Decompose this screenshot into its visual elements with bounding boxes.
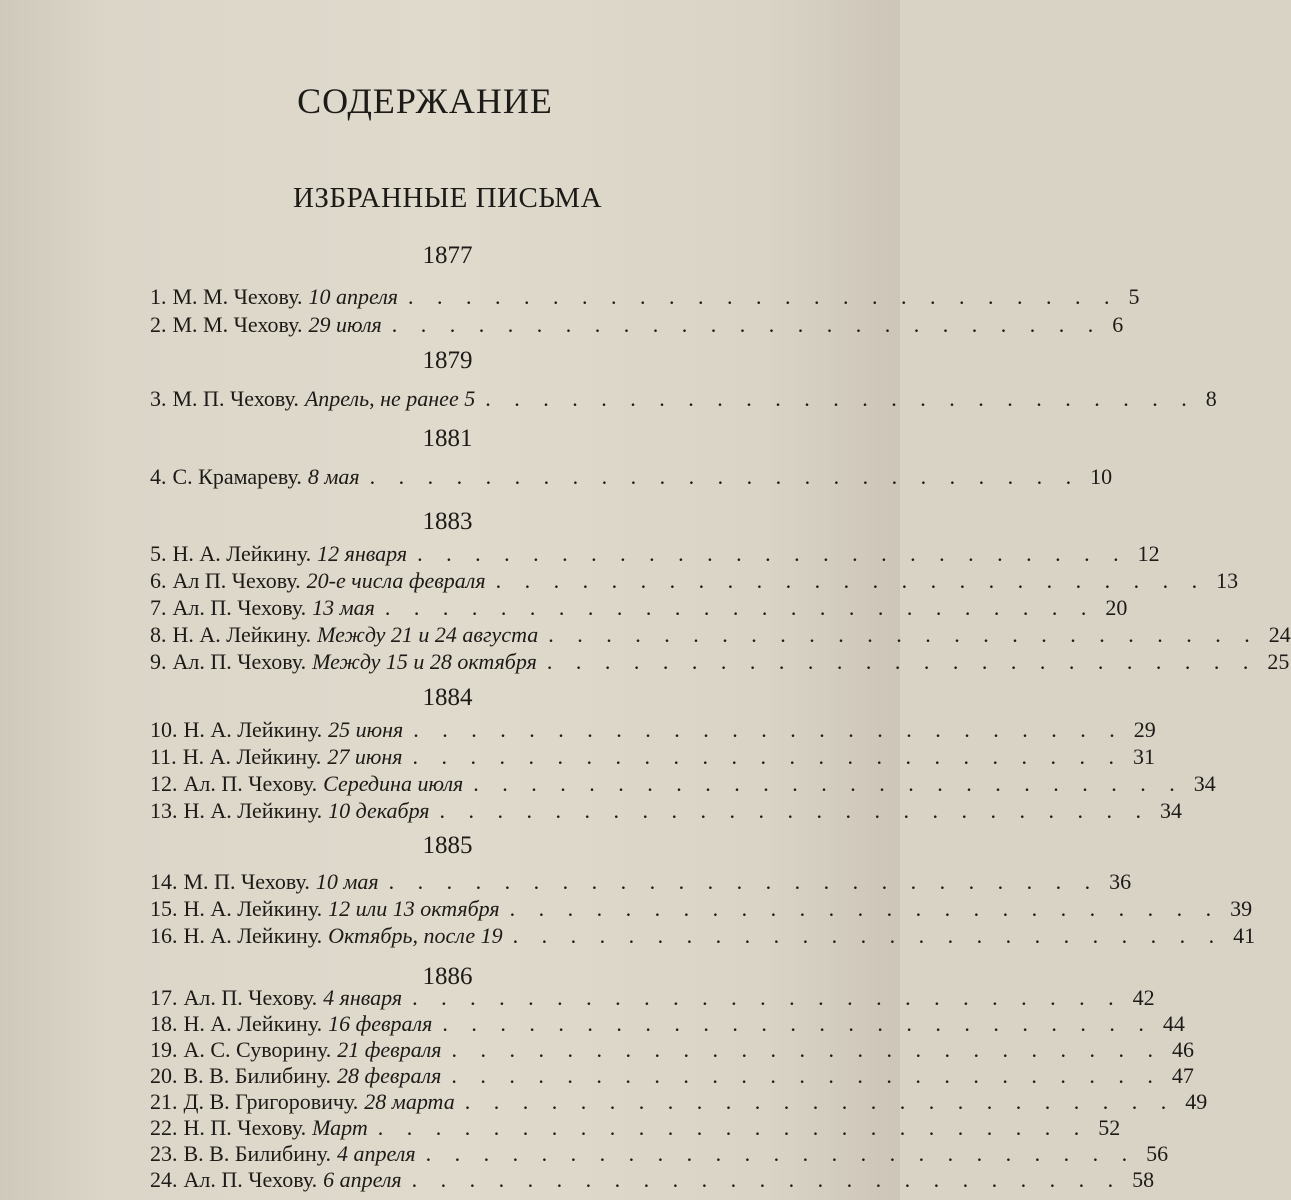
entry-addressee: А. С. Суворину.	[183, 1037, 332, 1062]
toc-entry	[150, 985, 1155, 1013]
entry-addressee: Н. А. Лейкину.	[183, 717, 323, 742]
toc-entry	[150, 622, 1291, 650]
entry-page-number: 20	[1105, 595, 1128, 620]
entry-date: 28 февраля	[337, 1063, 442, 1088]
entry-addressee: Ал. П. Чехову.	[172, 649, 307, 674]
leader-dots: . . . . . . . . . . . . . . . . . . . . . . . . .	[413, 717, 1124, 742]
entry-date: 20-е числа февраля	[306, 568, 486, 593]
entry-addressee: М. П. Чехову.	[183, 869, 310, 894]
entry-addressee: Д. В. Григоровичу.	[183, 1089, 359, 1114]
entry-date: 13 мая	[312, 595, 375, 620]
leader-dots: . . . . . . . . . . . . . . . . . . . . . . . . .	[369, 464, 1081, 489]
entry-page-number: 52	[1098, 1115, 1121, 1140]
year-heading: 1879	[422, 347, 473, 374]
entry-number: 4.	[150, 464, 167, 489]
entry-page-number: 49	[1185, 1089, 1208, 1114]
entry-date: Октябрь, после 19	[328, 923, 503, 948]
leader-dots: . . . . . . . . . . . . . . . . . . . . . . . . .	[411, 1167, 1123, 1192]
entry-addressee: М. М. Чехову.	[172, 284, 303, 309]
entry-addressee: Ал П. Чехову.	[172, 568, 301, 593]
entry-page-number: 25	[1267, 649, 1290, 674]
leader-dots: . . . . . . . . . . . . . . . . . . . . . . . . .	[391, 312, 1103, 337]
toc-entry	[150, 923, 1256, 951]
year-heading: 1877	[422, 242, 473, 269]
entry-addressee: М. П. Чехову.	[172, 386, 299, 411]
toc-entry	[150, 284, 1140, 312]
entry-number: 23.	[150, 1141, 178, 1166]
entry-number: 20.	[150, 1063, 178, 1088]
entry-page-number: 34	[1160, 798, 1183, 823]
entry-date: Между 21 и 24 августа	[317, 622, 539, 647]
leader-dots: . . . . . . . . . . . . . . . . . . . . . . . . .	[417, 541, 1128, 566]
leader-dots: . . . . . . . . . . . . . . . . . . . . . . . . .	[408, 284, 1119, 309]
entry-addressee: Н. А. Лейкину.	[172, 622, 312, 647]
toc-entry	[150, 312, 1124, 340]
entry-addressee: М. М. Чехову.	[172, 312, 303, 337]
entry-number: 3.	[150, 386, 167, 411]
entry-number: 16.	[150, 923, 178, 948]
toc-entry	[150, 1011, 1185, 1039]
entry-page-number: 44	[1162, 1011, 1185, 1036]
entry-date: Апрель, не ранее 5	[304, 386, 476, 411]
toc-entry	[150, 386, 1217, 414]
toc-entry	[150, 896, 1253, 924]
entry-date: 8 мая	[307, 464, 360, 489]
entry-addressee: Ал. П. Чехову.	[183, 1167, 318, 1192]
leader-dots: . . . . . . . . . . . . . . . . . . . . . . . . .	[439, 798, 1151, 823]
leader-dots: . . . . . . . . . . . . . . . . . . . . . . . . .	[412, 744, 1123, 769]
entry-date: 29 июля	[308, 312, 382, 337]
entry-addressee: Ал. П. Чехову.	[183, 985, 318, 1010]
leader-dots: . . . . . . . . . . . . . . . . . . . . . . . . .	[512, 923, 1224, 948]
entry-number: 17.	[150, 985, 178, 1010]
entry-date: 12 января	[317, 541, 408, 566]
leader-dots: . . . . . . . . . . . . . . . . . . . . . . . . .	[548, 622, 1259, 647]
leader-dots: . . . . . . . . . . . . . . . . . . . . . . . . .	[377, 1115, 1089, 1140]
entry-page-number: 42	[1132, 985, 1155, 1010]
entry-addressee: С. Крамареву.	[172, 464, 302, 489]
toc-entry	[150, 771, 1216, 799]
toc-entry	[150, 798, 1183, 826]
leader-dots: . . . . . . . . . . . . . . . . . . . . . . . . .	[509, 896, 1221, 921]
leader-dots: . . . . . . . . . . . . . . . . . . . . . . . . .	[546, 649, 1258, 674]
entry-addressee: Ал. П. Чехову.	[183, 771, 318, 796]
entry-date: 27 июня	[327, 744, 403, 769]
entry-date: 12 или 13 октября	[328, 896, 500, 921]
entry-number: 8.	[150, 622, 167, 647]
entry-page-number: 31	[1132, 744, 1155, 769]
entry-number: 11.	[150, 744, 177, 769]
entry-page-number: 47	[1171, 1063, 1194, 1088]
entry-date: 10 декабря	[328, 798, 430, 823]
entry-page-number: 29	[1133, 717, 1156, 742]
entry-date: 4 января	[323, 985, 403, 1010]
toc-entry	[150, 1167, 1155, 1195]
entry-number: 18.	[150, 1011, 178, 1036]
entry-number: 6.	[150, 568, 167, 593]
toc-entry	[150, 1063, 1194, 1091]
leader-dots: . . . . . . . . . . . . . . . . . . . . . . . . .	[384, 595, 1096, 620]
leader-dots: . . . . . . . . . . . . . . . . . . . . . . . . .	[425, 1141, 1137, 1166]
year-heading: 1881	[422, 425, 473, 452]
toc-entry	[150, 744, 1155, 772]
year-heading: 1885	[422, 832, 473, 859]
toc-entry	[150, 1089, 1208, 1117]
entry-page-number: 6	[1112, 312, 1124, 337]
year-heading: 1886	[422, 963, 473, 990]
entry-date: 21 февраля	[337, 1037, 442, 1062]
toc-entry	[150, 649, 1290, 677]
leader-dots: . . . . . . . . . . . . . . . . . . . . . . . . .	[451, 1037, 1163, 1062]
year-heading: 1884	[422, 684, 473, 711]
entry-addressee: Ал. П. Чехову.	[172, 595, 307, 620]
entry-number: 13.	[150, 798, 178, 823]
toc-entry	[150, 595, 1128, 623]
section-title: ИЗБРАННЫЕ ПИСЬМА	[292, 182, 603, 214]
toc-entry	[150, 1141, 1169, 1169]
toc-entry	[150, 464, 1113, 492]
entry-number: 12.	[150, 771, 178, 796]
toc-entry	[150, 1037, 1195, 1065]
entry-number: 2.	[150, 312, 167, 337]
entry-number: 14.	[150, 869, 178, 894]
entry-number: 10.	[150, 717, 178, 742]
leader-dots: . . . . . . . . . . . . . . . . . . . . . . . . .	[388, 869, 1100, 894]
leader-dots: . . . . . . . . . . . . . . . . . . . . . . . . .	[412, 985, 1123, 1010]
entry-date: 10 мая	[315, 869, 379, 894]
leader-dots: . . . . . . . . . . . . . . . . . . . . . . . . .	[464, 1089, 1176, 1114]
toc-entry	[150, 541, 1160, 569]
entry-page-number: 5	[1128, 284, 1140, 309]
entry-date: 6 апреля	[323, 1167, 402, 1192]
page-title: СОДЕРЖАНИЕ	[297, 81, 553, 121]
entry-date: 28 марта	[364, 1089, 455, 1114]
entry-date: Между 15 и 28 октября	[312, 649, 537, 674]
entry-addressee: Н. А. Лейкину.	[183, 923, 323, 948]
entry-number: 22.	[150, 1115, 178, 1140]
entry-number: 15.	[150, 896, 178, 921]
entry-number: 21.	[150, 1089, 178, 1114]
leader-dots: . . . . . . . . . . . . . . . . . . . . . . . . .	[442, 1011, 1153, 1036]
leader-dots: . . . . . . . . . . . . . . . . . . . . . . . . .	[473, 771, 1184, 796]
entry-number: 5.	[150, 541, 167, 566]
entry-addressee: Н. П. Чехову.	[183, 1115, 307, 1140]
entry-addressee: Н. А. Лейкину.	[183, 798, 323, 823]
entry-page-number: 41	[1233, 923, 1256, 948]
entry-page-number: 56	[1146, 1141, 1169, 1166]
year-heading: 1883	[422, 508, 473, 535]
entry-date: Март	[312, 1115, 368, 1140]
entry-date: 4 апреля	[337, 1141, 416, 1166]
entry-page-number: 13	[1216, 568, 1239, 593]
entry-addressee: Н. А. Лейкину.	[183, 1011, 323, 1036]
entry-page-number: 10	[1090, 464, 1113, 489]
entry-addressee: Н. А. Лейкину.	[172, 541, 312, 566]
toc-entry	[150, 1115, 1121, 1143]
entry-date: 10 апреля	[308, 284, 399, 309]
entry-number: 24.	[150, 1167, 178, 1192]
entry-page-number: 12	[1137, 541, 1160, 566]
entry-page-number: 36	[1109, 869, 1132, 894]
entry-date: 25 июня	[328, 717, 404, 742]
toc-entry	[150, 568, 1239, 596]
entry-number: 1.	[150, 284, 167, 309]
entry-number: 19.	[150, 1037, 178, 1062]
entry-page-number: 46	[1172, 1037, 1195, 1062]
entry-page-number: 58	[1132, 1167, 1155, 1192]
entry-number: 7.	[150, 595, 167, 620]
leader-dots: . . . . . . . . . . . . . . . . . . . . . . . . .	[485, 386, 1196, 411]
entry-date: 16 февраля	[328, 1011, 433, 1036]
entry-page-number: 8	[1205, 386, 1217, 411]
entry-page-number: 39	[1230, 896, 1253, 921]
leader-dots: . . . . . . . . . . . . . . . . . . . . . . . . .	[495, 568, 1207, 593]
entry-addressee: Н. А. Лейкину.	[182, 744, 322, 769]
entry-addressee: В. В. Билибину.	[183, 1063, 332, 1088]
entry-addressee: В. В. Билибину.	[183, 1141, 332, 1166]
entry-date: Середина июля	[323, 771, 464, 796]
entry-number: 9.	[150, 649, 167, 674]
entry-addressee: Н. А. Лейкину.	[183, 896, 323, 921]
toc-entry	[150, 869, 1132, 897]
leader-dots: . . . . . . . . . . . . . . . . . . . . . . . . .	[451, 1063, 1162, 1088]
toc-entry	[150, 717, 1156, 745]
entry-page-number: 24	[1268, 622, 1291, 647]
entry-page-number: 34	[1193, 771, 1216, 796]
